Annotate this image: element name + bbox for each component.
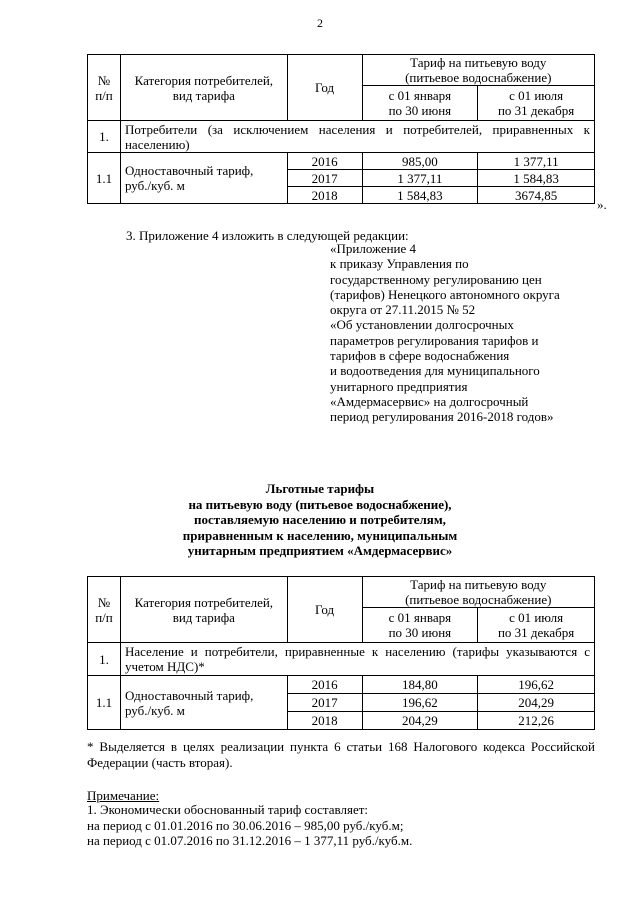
- row-description: Одноставочный тариф, руб./куб. м: [120, 676, 287, 730]
- header-period-2: с 01 июля по 31 декабря: [478, 608, 595, 643]
- value-period-2: 1 584,83: [478, 170, 595, 187]
- page-number: 2: [317, 16, 323, 30]
- heading-line: на питьевую воду (питьевое водоснабжение),: [188, 496, 452, 512]
- value-period-2: 1 377,11: [478, 153, 595, 170]
- appendix-line: к приказу Управления по: [330, 256, 469, 272]
- footnote: * Выделяется в целях реализации пункта 6 статьи 168 Налогового кодекса Российской Федерации (часть вторая).: [87, 739, 595, 770]
- year-cell: 2016: [287, 153, 362, 170]
- note-body: [87, 802, 412, 849]
- heading-line: унитарным предприятием «Амдермасервис»: [187, 543, 453, 559]
- heading-line: поставляемую населению и потребителям,: [194, 512, 446, 528]
- row-number: 1.1: [88, 676, 121, 730]
- year-cell: 2018: [287, 712, 362, 730]
- appendix-line: «Об установлении долгосрочных: [330, 317, 514, 333]
- header-period-1: с 01 января по 30 июня: [362, 608, 478, 643]
- tariff-table-2: [87, 576, 595, 730]
- value-period-2: 212,26: [478, 712, 595, 730]
- appendix-line: и водоотведения для муниципального: [330, 363, 540, 379]
- note-line: 1. Экономически обоснованный тариф составляет:: [87, 802, 369, 817]
- appendix-line: период регулирования 2016-2018 годов»: [330, 409, 554, 425]
- appendix-line: «Приложение 4: [330, 241, 417, 256]
- note-title: Примечание:: [87, 788, 160, 803]
- value-period-1: 204,29: [362, 712, 478, 730]
- appendix-line: унитарного предприятия: [330, 378, 468, 394]
- year-cell: 2016: [287, 676, 362, 694]
- header-tariff: Тариф на питьевую воду (питьевое водоснабжение): [362, 577, 594, 608]
- table-closing-quote: ».: [597, 197, 607, 212]
- note-line: на период с 01.01.2016 по 30.06.2016 – 985,00 руб./куб.м;: [87, 817, 404, 833]
- note-line: на период с 01.07.2016 по 31.12.2016 – 1 377,11 руб./куб.м.: [87, 833, 413, 848]
- group-description: Потребители (за исключением населения и потребителей, приравненных к населению): [120, 121, 594, 153]
- header-tariff: Тариф на питьевую воду (питьевое водоснабжение): [362, 55, 594, 86]
- heading-line: Льготные тарифы: [265, 481, 375, 496]
- header-period-2: с 01 июля по 31 декабря: [478, 86, 595, 121]
- year-cell: 2017: [287, 694, 362, 712]
- heading-line: приравненным к населению, муниципальным: [182, 527, 458, 543]
- appendix-line: государственному регулированию цен: [330, 271, 542, 287]
- group-description: Население и потребители, приравненные к населению (тарифы указываются с учетом НДС)*: [120, 643, 594, 676]
- header-period-1: с 01 января по 30 июня: [362, 86, 478, 121]
- group-number: 1.: [88, 643, 121, 676]
- value-period-1: 1 377,11: [362, 170, 478, 187]
- appendix-header: [330, 241, 610, 425]
- appendix-line: «Амдермасервис» на долгосрочный: [330, 393, 529, 409]
- row-description: Одноставочный тариф, руб./куб. м: [120, 153, 287, 204]
- header-number: № п/п: [88, 577, 121, 643]
- header-year: Год: [287, 55, 362, 121]
- value-period-2: 196,62: [478, 676, 595, 694]
- year-cell: 2018: [287, 187, 362, 204]
- value-period-2: 204,29: [478, 694, 595, 712]
- item-3-text: 3. Приложение 4 изложить в следующей редакции:: [126, 228, 409, 243]
- header-year: Год: [287, 577, 362, 643]
- value-period-1: 1 584,83: [362, 187, 478, 204]
- value-period-1: 985,00: [362, 153, 478, 170]
- appendix-line: округа от 27.11.2015 № 52: [330, 302, 476, 318]
- section-heading: [0, 481, 640, 559]
- value-period-2: 3674,85: [478, 187, 595, 204]
- row-number: 1.1: [88, 153, 121, 204]
- value-period-1: 196,62: [362, 694, 478, 712]
- header-category: Категория потребителей, вид тарифа: [120, 577, 287, 643]
- appendix-line: тарифов в сфере водоснабжения: [330, 348, 510, 364]
- header-number: № п/п: [88, 55, 121, 121]
- group-number: 1.: [88, 121, 121, 153]
- appendix-line: параметров регулирования тарифов и: [330, 332, 539, 348]
- header-category: Категория потребителей, вид тарифа: [120, 55, 287, 121]
- appendix-line: (тарифов) Ненецкого автономного округа: [330, 286, 560, 302]
- tariff-table-1: [87, 54, 595, 204]
- year-cell: 2017: [287, 170, 362, 187]
- value-period-1: 184,80: [362, 676, 478, 694]
